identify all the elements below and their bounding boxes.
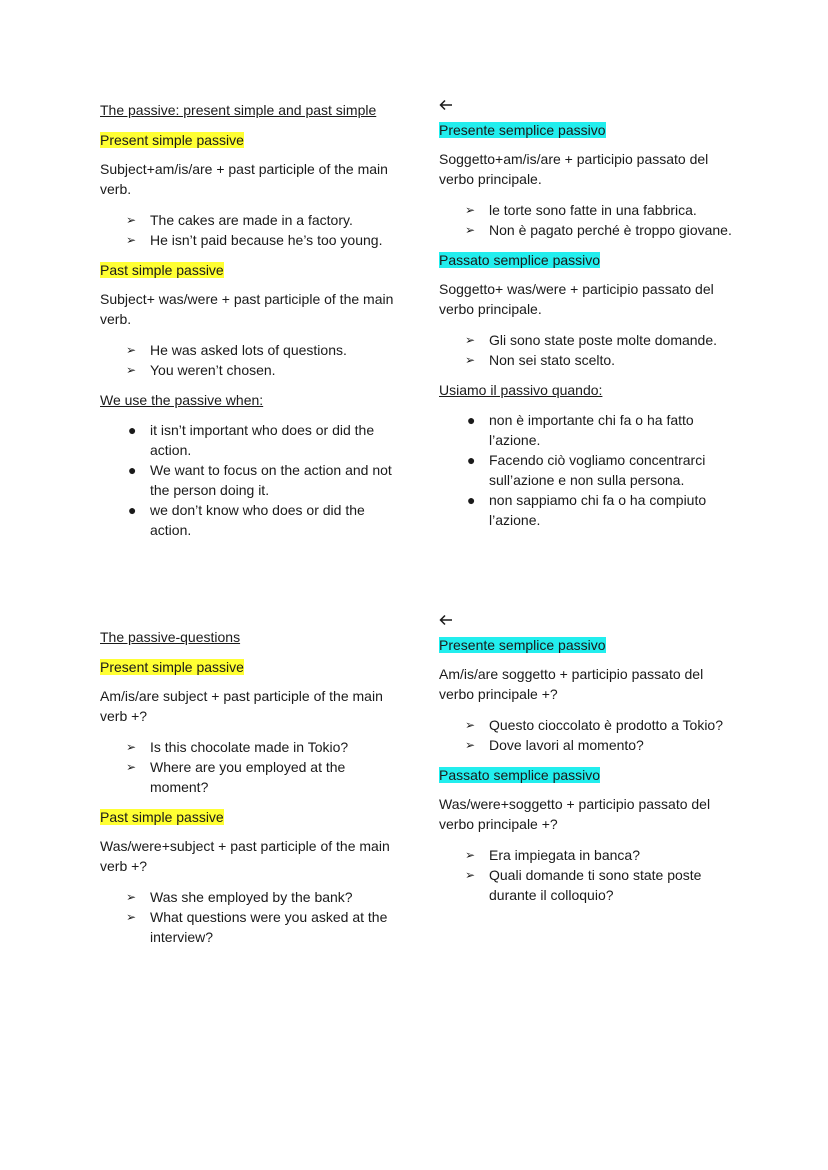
list-item: ➢ Is this chocolate made in Tokio? <box>126 739 349 755</box>
back-arrow-icon[interactable] <box>439 98 739 112</box>
use-list <box>100 420 400 540</box>
dot-bullet-icon: ● <box>467 412 476 428</box>
past-heading: Passato semplice passivo <box>439 767 601 783</box>
list-item: ➢ Non è pagato perché è troppo giovane. <box>465 222 732 238</box>
list-item: ➢ Was she employed by the bank? <box>126 889 353 905</box>
arrowhead-bullet-icon: ➢ <box>465 333 476 347</box>
present-rule: Subject+am/is/are + past participle of the main verb. <box>100 161 388 197</box>
arrowhead-bullet-icon: ➢ <box>465 868 476 882</box>
list-item: ● Facendo ciò vogliamo concentrarci sull’azione e non sulla persona. <box>467 452 706 488</box>
use-heading: We use the passive when: <box>100 392 264 408</box>
list-item: ➢ Era impiegata in banca? <box>465 847 640 863</box>
arrowhead-bullet-icon: ➢ <box>465 203 476 217</box>
list-item: ➢ The cakes are made in a factory. <box>126 212 353 228</box>
present-examples <box>100 737 400 797</box>
dot-bullet-icon: ● <box>467 452 476 468</box>
list-item: ➢ Non sei stato scelto. <box>465 352 616 368</box>
dot-bullet-icon: ● <box>128 502 137 518</box>
list-item: ● We want to focus on the action and not the person doing it. <box>128 462 392 498</box>
past-examples <box>100 887 400 947</box>
arrowhead-bullet-icon: ➢ <box>465 848 476 862</box>
list-item: ➢ Dove lavori al momento? <box>465 737 644 753</box>
dot-bullet-icon: ● <box>128 462 137 478</box>
list-item: ➢ He isn’t paid because he’s too young. <box>126 232 383 248</box>
arrowhead-bullet-icon: ➢ <box>126 910 137 924</box>
list-item: ➢ Where are you employed at the moment? <box>126 759 346 795</box>
arrowhead-bullet-icon: ➢ <box>126 213 137 227</box>
section-title: The passive: present simple and past simple <box>100 102 377 118</box>
back-arrow-icon[interactable] <box>439 613 739 627</box>
list-item: ➢ He was asked lots of questions. <box>126 342 347 358</box>
list-item: ● non è importante chi fa o ha fatto l’azione. <box>467 412 694 448</box>
section-title: The passive-questions <box>100 629 241 645</box>
left-top-section <box>100 100 400 550</box>
past-rule: Subject+ was/were + past participle of the main verb. <box>100 291 394 327</box>
present-rule: Am/is/are subject + past participle of the main verb +? <box>100 688 383 724</box>
past-heading: Past simple passive <box>100 262 224 278</box>
present-heading: Present simple passive <box>100 659 244 675</box>
past-examples <box>100 340 400 380</box>
arrowhead-bullet-icon: ➢ <box>465 738 476 752</box>
present-rule: Am/is/are soggetto + participio passato del verbo principale +? <box>439 666 704 702</box>
arrowhead-bullet-icon: ➢ <box>126 760 137 774</box>
present-heading: Presente semplice passivo <box>439 122 606 138</box>
right-top-section <box>439 98 739 540</box>
past-heading: Passato semplice passivo <box>439 252 601 268</box>
present-examples <box>439 715 739 755</box>
past-rule: Was/were+soggetto + participio passato del verbo principale +? <box>439 796 711 832</box>
present-examples <box>439 200 739 240</box>
list-item: ● it isn’t important who does or did the action. <box>128 422 375 458</box>
list-item: ➢ You weren’t chosen. <box>126 362 276 378</box>
arrowhead-bullet-icon: ➢ <box>465 353 476 367</box>
use-heading: Usiamo il passivo quando: <box>439 382 603 398</box>
present-examples <box>100 210 400 250</box>
arrowhead-bullet-icon: ➢ <box>465 718 476 732</box>
arrowhead-bullet-icon: ➢ <box>126 740 137 754</box>
list-item: ➢ Quali domande ti sono state poste durante il colloquio? <box>465 867 702 903</box>
use-list <box>439 410 739 530</box>
list-item: ➢ Questo cioccolato è prodotto a Tokio? <box>465 717 724 733</box>
right-bottom-section <box>439 613 739 915</box>
left-bottom-section <box>100 627 400 957</box>
arrowhead-bullet-icon: ➢ <box>126 343 137 357</box>
past-examples <box>439 845 739 905</box>
present-heading: Presente semplice passivo <box>439 637 606 653</box>
arrowhead-bullet-icon: ➢ <box>126 363 137 377</box>
dot-bullet-icon: ● <box>128 422 137 438</box>
past-rule: Was/were+subject + past participle of the main verb +? <box>100 838 390 874</box>
list-item: ➢ le torte sono fatte in una fabbrica. <box>465 202 697 218</box>
list-item: ● we don’t know who does or did the action. <box>128 502 365 538</box>
list-item: ➢ What questions were you asked at the interview? <box>126 909 388 945</box>
dot-bullet-icon: ● <box>467 492 476 508</box>
arrowhead-bullet-icon: ➢ <box>126 233 137 247</box>
present-rule: Soggetto+am/is/are + participio passato del verbo principale. <box>439 151 709 187</box>
arrowhead-bullet-icon: ➢ <box>465 223 476 237</box>
past-examples <box>439 330 739 370</box>
arrowhead-bullet-icon: ➢ <box>126 890 137 904</box>
list-item: ➢ Gli sono state poste molte domande. <box>465 332 718 348</box>
past-rule: Soggetto+ was/were + participio passato del verbo principale. <box>439 281 714 317</box>
list-item: ● non sappiamo chi fa o ha compiuto l’azione. <box>467 492 707 528</box>
present-heading: Present simple passive <box>100 132 244 148</box>
past-heading: Past simple passive <box>100 809 224 825</box>
